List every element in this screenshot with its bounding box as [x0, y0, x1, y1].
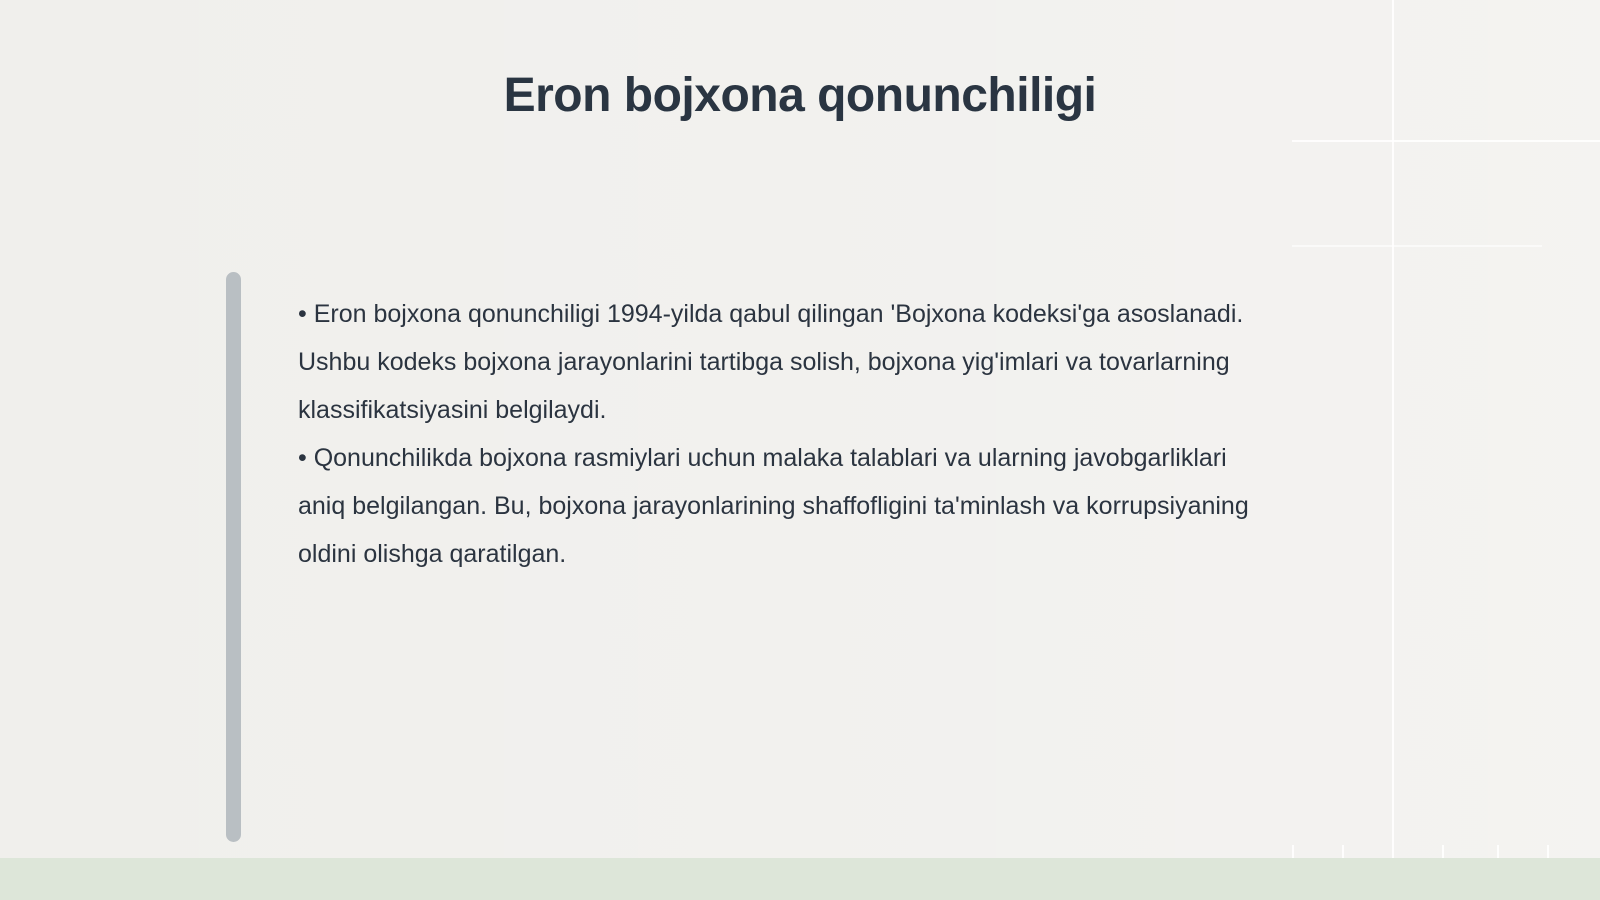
decorative-grid-line — [1392, 0, 1394, 900]
bullet-paragraph: • Qonunchilikda bojxona rasmiylari uchun malaka talablari va ularning javobgarliklari aniq belgilangan. Bu, bojxona jarayonlarining shaffofligini ta'minlash va korrupsiyaning oldini olishga qaratilgan. — [298, 444, 1249, 568]
bullet-paragraph: • Eron bojxona qonunchiligi 1994-yilda qabul qilingan 'Bojxona kodeksi'ga asoslanadi. Ushbu kodeks bojxona jarayonlarini tartibga solish, bojxona yig'imlari va tovarlarning klassifikatsiyasini belgilaydi. — [298, 300, 1244, 424]
accent-bar — [226, 272, 241, 842]
slide-body — [298, 290, 1258, 578]
slide-title: Eron bojxona qonunchiligi — [503, 69, 1097, 122]
decorative-grid-line — [1292, 245, 1542, 247]
decorative-grid-line — [1292, 140, 1600, 142]
bottom-band — [0, 858, 1600, 900]
